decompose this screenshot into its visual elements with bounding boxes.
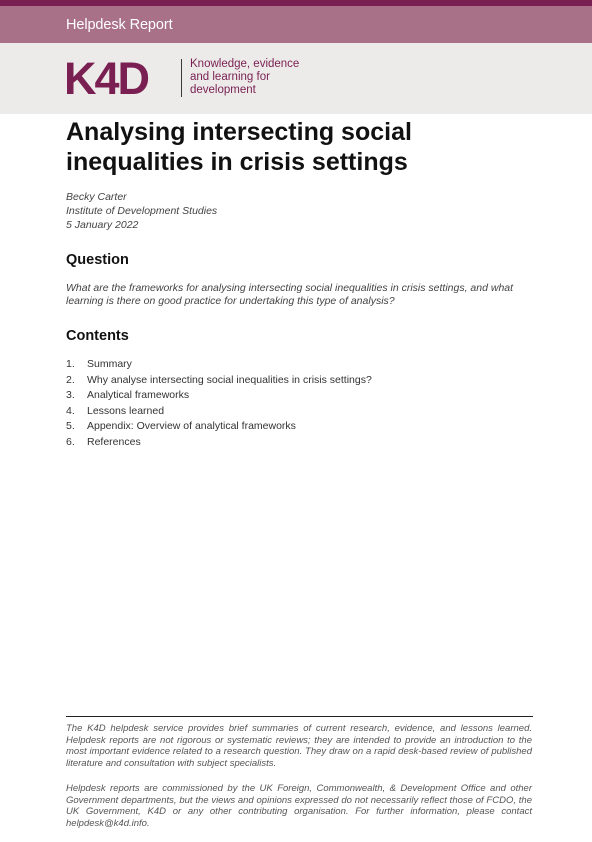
institution: Institute of Development Studies [66, 205, 218, 217]
question-heading: Question [66, 252, 129, 268]
toc-item-analytical-frameworks[interactable] [66, 388, 536, 404]
toc-item-references[interactable] [66, 435, 536, 451]
report-type-label: Helpdesk Report [66, 16, 173, 33]
toc-item-number: 3. [66, 389, 75, 401]
logo-tagline-line: development [190, 84, 256, 96]
toc-item-appendix[interactable] [66, 419, 536, 435]
logo-tagline [190, 58, 299, 97]
header-bar [0, 6, 592, 43]
contents-heading: Contents [66, 328, 129, 344]
toc-item-label: Lessons learned [87, 404, 165, 417]
logo-band [0, 43, 592, 114]
report-date: 5 January 2022 [66, 219, 139, 231]
toc-item-why-analyse[interactable] [66, 373, 536, 389]
toc-item-number: 5. [66, 420, 75, 432]
toc-item-label: Analytical frameworks [87, 389, 190, 401]
author: Becky Carter [66, 191, 127, 203]
toc-item-number: 1. [66, 358, 75, 370]
k4d-logo: K4D [64, 53, 149, 104]
toc-item-lessons-learned[interactable] [66, 404, 536, 420]
toc-item-summary[interactable] [66, 357, 536, 373]
toc-item-number: 2. [66, 373, 75, 386]
toc-item-label: References [87, 435, 141, 448]
toc-item-label: Why analyse intersecting social inequalities in crisis settings? [87, 373, 372, 386]
toc-item-number: 4. [66, 404, 75, 417]
footer-disclaimer-1: The K4D helpdesk service provides brief summaries of current research, evidence, and lessons learned. Helpdesk reports are not rigorous or systematic reviews; they are intended to provide an introduction to the most important evidence related to a research question. They draw on a rapid desk-based review of published literature and consultation with subject specialists. [66, 723, 532, 769]
toc-item-number: 6. [66, 435, 75, 448]
logo-divider [181, 59, 182, 97]
report-title: Analysing intersecting social inequalities in crisis settings [66, 118, 412, 176]
toc-item-label: Appendix: Overview of analytical frameworks [87, 420, 296, 432]
question-text: What are the frameworks for analysing intersecting social inequalities in crisis settings, and what learning is there on good practice for undertaking this type of analysis? [66, 282, 514, 307]
logo-tagline-line: and learning for [190, 71, 270, 83]
logo-tagline-line: Knowledge, evidence [190, 58, 300, 70]
report-meta [66, 190, 217, 232]
toc-item-label: Summary [87, 358, 132, 370]
footer-disclaimer-2: Helpdesk reports are commissioned by the UK Foreign, Commonwealth, & Development Office and other Government departments, but the views and opinions expressed do not necessarily reflect those of FCDO, the UK Government, K4D or any other contributing organisation. For further information, please contact helpdesk@k4d.info. [66, 783, 532, 829]
footer-divider [66, 716, 533, 717]
table-of-contents [66, 357, 536, 450]
